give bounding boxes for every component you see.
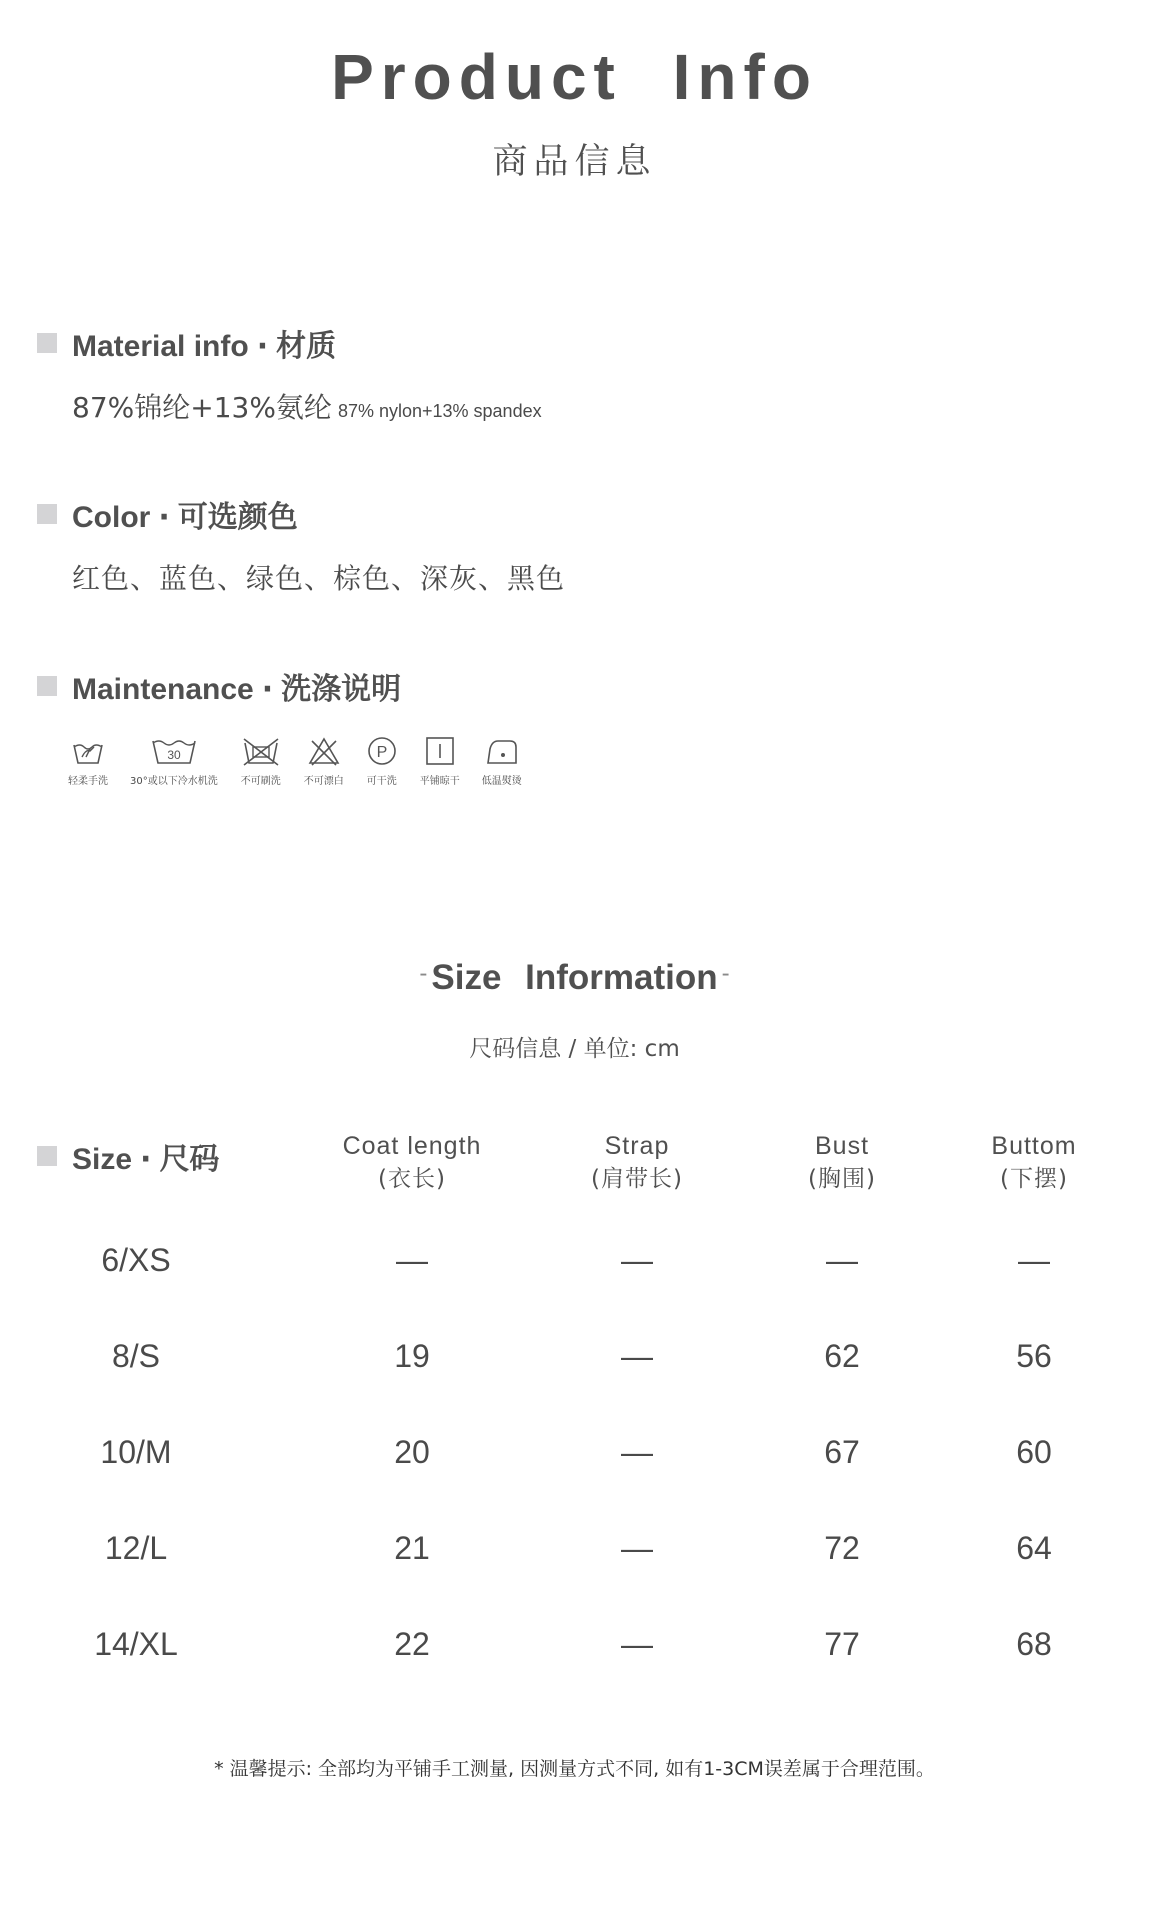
maintenance-heading-en: Maintenance (72, 673, 254, 706)
size-label: 14/XL (94, 1626, 178, 1662)
table-cell: 20 (394, 1434, 430, 1470)
size-label: 8/S (111, 1338, 161, 1374)
color-heading-cn: 可选颜色 (177, 500, 298, 535)
material-text-cn: 87%锦纶+13%氨纶 (72, 391, 332, 424)
dry-clean-icon (366, 735, 398, 767)
low-iron-icon (484, 735, 520, 767)
page-title: Product Info (331, 41, 818, 113)
column-header-bust: Bust (胸围) (808, 1132, 876, 1192)
no-brush-icon (240, 735, 282, 767)
table-cell: 62 (824, 1338, 860, 1374)
table-cell: 21 (394, 1530, 430, 1566)
care-item: 不可刷洗 (240, 735, 282, 787)
square-bullet-icon (37, 1146, 57, 1166)
material-heading-cn: 材质 (276, 329, 337, 364)
flat-dry-icon (424, 735, 456, 767)
material-heading-en: Material info (72, 330, 249, 363)
care-item: P 可干洗 (366, 735, 398, 787)
no-bleach-icon (307, 735, 341, 767)
care-item: 轻柔手洗 (68, 735, 108, 787)
table-cell: — (621, 1434, 653, 1470)
table-cell: — (621, 1338, 653, 1374)
table-cell: — (1018, 1242, 1050, 1278)
table-cell: 77 (824, 1626, 860, 1662)
table-cell: 64 (1016, 1530, 1052, 1566)
column-header-coat-length: Coat length (衣长) (342, 1132, 482, 1192)
measurement-note: * 温馨提示: 全部均为平铺手工测量, 因测量方式不同, 如有1-3CM误差属于合理范围。 (214, 1758, 935, 1780)
machine-wash-30-icon (149, 735, 199, 767)
hand-wash-icon (68, 735, 108, 767)
square-bullet-icon (37, 504, 57, 524)
size-label: 12/L (104, 1530, 168, 1566)
column-header-strap: Strap (肩带长) (591, 1132, 683, 1192)
table-cell: 60 (1016, 1434, 1052, 1470)
square-bullet-icon (37, 676, 57, 696)
color-heading-en: Color (72, 501, 151, 534)
column-header-buttom: Buttom (下摆) (991, 1132, 1077, 1192)
size-label: 10/M (100, 1434, 172, 1470)
size-info-title: - Size Information - (419, 958, 730, 997)
page-subtitle: 商品信息 (492, 142, 657, 182)
care-instructions (68, 735, 544, 787)
care-item: 30 30°或以下冷水机洗 (130, 735, 218, 787)
color-options: 红色、蓝色、绿色、棕色、深灰、黑色 (72, 562, 566, 595)
size-label: 6/XS (101, 1242, 171, 1278)
svg-text:P: P (376, 744, 388, 761)
table-cell: — (826, 1242, 858, 1278)
table-cell: 72 (824, 1530, 860, 1566)
table-cell: 22 (394, 1626, 430, 1662)
maintenance-heading-cn: 洗涤说明 (281, 672, 402, 707)
svg-text:30: 30 (167, 748, 181, 762)
table-cell: 68 (1016, 1626, 1052, 1662)
table-cell: 67 (824, 1434, 860, 1470)
table-cell: — (621, 1626, 653, 1662)
table-cell: 19 (394, 1338, 430, 1374)
table-cell: — (396, 1242, 428, 1278)
care-item: 平铺晾干 (420, 735, 460, 787)
care-item: 低温熨烫 (482, 735, 522, 787)
size-heading-en: Size (72, 1143, 133, 1176)
table-cell: — (621, 1530, 653, 1566)
care-item: 不可漂白 (304, 735, 344, 787)
table-cell: 56 (1016, 1338, 1052, 1374)
color-heading: Color · 可选颜色 (37, 494, 298, 534)
table-cell: — (621, 1242, 653, 1278)
size-heading: Size · 尺码 (37, 1136, 219, 1176)
maintenance-heading: Maintenance · 洗涤说明 (37, 666, 401, 706)
material-heading: Material info · 材质 (37, 323, 336, 363)
material-text (72, 386, 542, 426)
material-text-en: 87% nylon+13% spandex (337, 401, 542, 421)
size-heading-cn: 尺码 (159, 1142, 220, 1177)
size-info-subtitle: 尺码信息 / 单位: cm (469, 1036, 680, 1062)
square-bullet-icon (37, 333, 57, 353)
